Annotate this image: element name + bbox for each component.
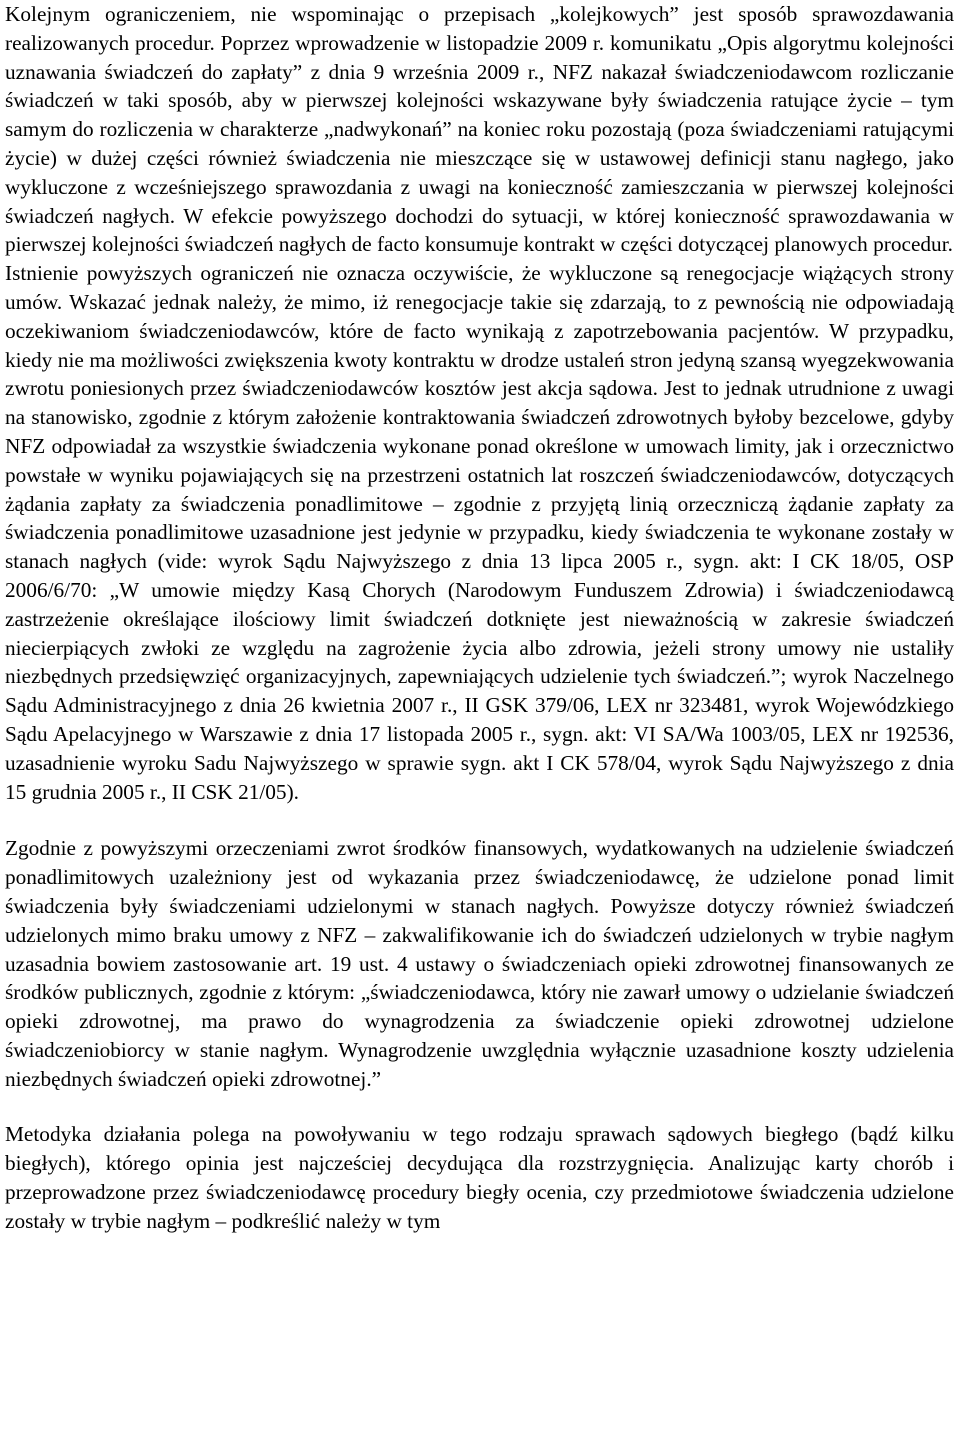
paragraph-4-text: Metodyka działania polega na powoływaniu w tego rodzaju sprawach sądowych biegłego (bądź kilku biegłych), którego opinia jest najcześciej decydująca dla rozstrzygnięcia. Analizując karty chorób i przeprowadzone przez świadczeniodawcę procedury biegły ocenia, czy przedmiotowe świadczenia udzielone zostały w trybie nagłym – podkreślić należy w tym xyxy=(5,1122,954,1233)
paragraph-2-text: Istnienie powyższych ograniczeń nie oznacza oczywiście, że wykluczone są renegocjacje wiążących strony umów. Wskazać jednak należy, że mimo, iż renegocjacje takie się zdarzają, to z pewnością nie odpowiadają oczekiwaniom świadczeniodawców, które de facto wynikają z zapotrzebowania pacjentów. W przypadku, kiedy nie ma możliwości zwiększenia kwoty kontraktu w drodze ustaleń stron jedyną szansą wyegzekwowania zwrotu poniesionych przez świadczeniodawców kosztów jest akcja sądowa. Jest to jednak utrudnione z uwagi na stanowisko, zgodnie z którym założenie kontraktowania świadczeń zdrowotnych byłoby bezcelowe, gdyby NFZ odpowiadał za wszystkie świadczenia wykonane ponad określone w umowach limity, jak i orzecznictwo powstałe w wyniku pojawiających się na przestrzeni ostatnich lat roszczeń świadczeniodawców, dotyczących żądania zapłaty za świadczenia ponadlimitowe – zgodnie z przyjętą linią orzeczniczą żądanie zapłaty za świadczenia ponadlimitowe uzasadnione jest jedynie w przypadku, kiedy świadczenia te wykonane zostały w stanach nagłych (vide: wyrok Sądu Najwyższego z dnia 13 lipca 2005 r., sygn. akt: I CK 18/05, OSP 2006/6/70: „W umowie między Kasą Chorych (Narodowym Funduszem Zdrowia) i świadczeniodawcą zastrzeżenie określające ilościowy limit świadczeń dotknięte jest nieważnością w zakresie świadczeń niecierpiących zwłoki ze względu na zagrożenie życia albo zdrowia, jeżeli strony umowy nie ustaliły niezbędnych przedsięwzięć organizacyjnych, zapewniających udzielenie tych świadczeń.”; wyrok Naczelnego Sądu Administracyjnego z dnia 26 kwietnia 2007 r., II GSK 379/06, LEX nr 323481, wyrok Wojewódzkiego Sądu Apelacyjnego w Warszawie z dnia 17 listopada 2005 r., sygn. akt: VI SA/Wa 1003/05, LEX nr 192536, uzasadnienie wyroku Sadu Najwyższego w sprawie sygn. akt I CK 578/04, wyrok Sądu Najwyższego z dnia 15 grudnia 2005 r., II CSK 21/05). xyxy=(5,261,954,804)
paragraph-spacer xyxy=(5,806,954,834)
paragraph-3-text: Zgodnie z powyższymi orzeczeniami zwrot środków finansowych, wydatkowanych na udzielenie świadczeń ponadlimitowych uzależniony jest od wykazania przez świadczeniodawcę, że udzielone ponad limit świadczenia były świadczeniami udzielonymi w stanach nagłych. Powyższe dotyczy również świadczeń udzielonych mimo braku umowy z NFZ – zakwalifikowanie ich do świadczeń udzielonych w trybie nagłym uzasadnia bowiem zastosowanie art. 19 ust. 4 ustawy o świadczeniach opieki zdrowotnej finansowanych ze środków publicznych, zgodnie z którym: „świadczeniodawca, który nie zawarł umowy o udzielanie świadczeń opieki zdrowotnej, ma prawo do wynagrodzenia za świadczenie opieki zdrowotnej udzielone świadczeniobiorcy w stanie nagłym. Wynagrodzenie uwzględnia wyłącznie uzasadnione koszty udzielenia niezbędnych świadczeń opieki zdrowotnej.” xyxy=(5,836,954,1091)
paragraph-spacer xyxy=(5,1093,954,1120)
paragraph-1-text: Kolejnym ograniczeniem, nie wspominając o przepisach „kolejkowych” jest sposób sprawozdawania realizowanych procedur. Poprzez wprowadzenie w listopadzie 2009 r. komunikatu „Opis algorytmu kolejności uznawania świadczeń do zapłaty” z dnia 9 września 2009 r., NFZ nakazał świadczeniodawcom rozliczanie świadczeń w taki sposób, aby w pierwszej kolejności wskazywane były świadczenia ratujące życie – tym samym do rozliczenia w charakterze „nadwykonań” na koniec roku pozostają (poza świadczeniami ratującymi życie) w dużej części również świadczenia nie mieszczące się w ustawowej definicji stanu nagłego, jako wykluczone z wcześniejszego sprawozdania z uwagi na konieczność zamieszczania w pierwszej kolejności świadczeń nagłych. W efekcie powyższego dochodzi do sytuacji, w której konieczność sprawozdawania w pierwszej kolejności świadczeń nagłych de facto konsumuje kontrakt w części dotyczącej planowych procedur. xyxy=(5,2,954,257)
